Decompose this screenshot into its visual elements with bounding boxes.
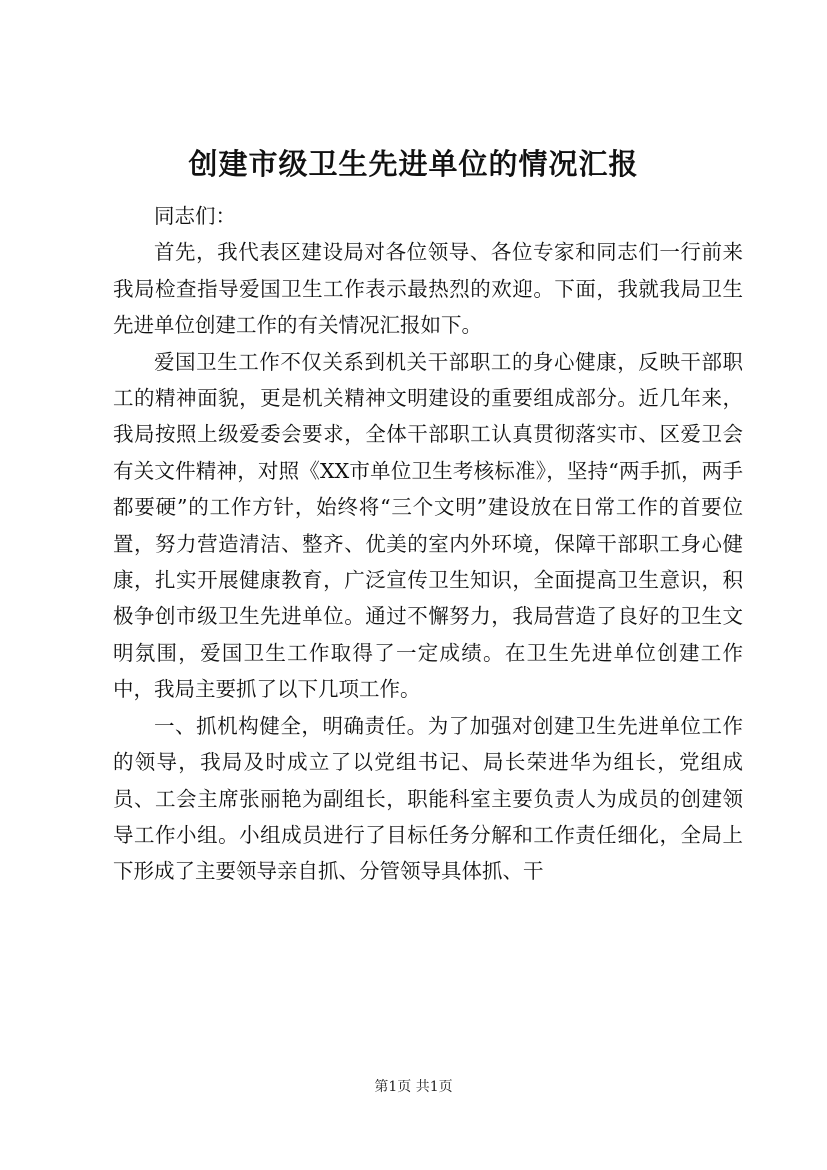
document-title: 创建市级卫生先进单位的情况汇报 xyxy=(188,147,639,181)
document-body xyxy=(113,198,743,890)
paragraph-3: 一、抓机构健全，明确责任。为了加强对创建卫生先进单位工作的领导，我局及时成立了以党组书记、局长荣进华为组长，党组成员、工会主席张丽艳为副组长，职能科室主要负责人为成员的创建领导工作小组。小组成员进行了目标任务分解和工作责任细化，全局上下形成了主要领导亲自抓、分管领导具体抓、干 xyxy=(113,713,743,884)
page-footer: 第1页 共1页 xyxy=(374,1079,453,1095)
paragraph-2: 爱国卫生工作不仅关系到机关干部职工的身心健康，反映干部职工的精神面貌，更是机关精神文明建设的重要组成部分。近几年来，我局按照上级爱委会要求，全体干部职工认真贯彻落实市、区爱卫会有关文件精神，对照《XX市单位卫生考核标准》，坚持“两手抓，两手都要硬”的工作方针，始终将“三个文明”建设放在日常工作的首要位置，努力营造清洁、整齐、优美的室内外环境，保障干部职工身心健康，扎实开展健康教育，广泛宣传卫生知识，全面提高卫生意识，积极争创市级卫生先进单位。通过不懈努力，我局营造了良好的卫生文明氛围，爱国卫生工作取得了一定成绩。在卫生先进单位创建工作中，我局主要抓了以下几项工作。 xyxy=(113,349,743,702)
salutation: 同志们： xyxy=(154,204,236,228)
paragraph-1: 首先，我代表区建设局对各位领导、各位专家和同志们一行前来我局检查指导爱国卫生工作表示最热烈的欢迎。下面，我就我局卫生先进单位创建工作的有关情况汇报如下。 xyxy=(113,240,743,338)
